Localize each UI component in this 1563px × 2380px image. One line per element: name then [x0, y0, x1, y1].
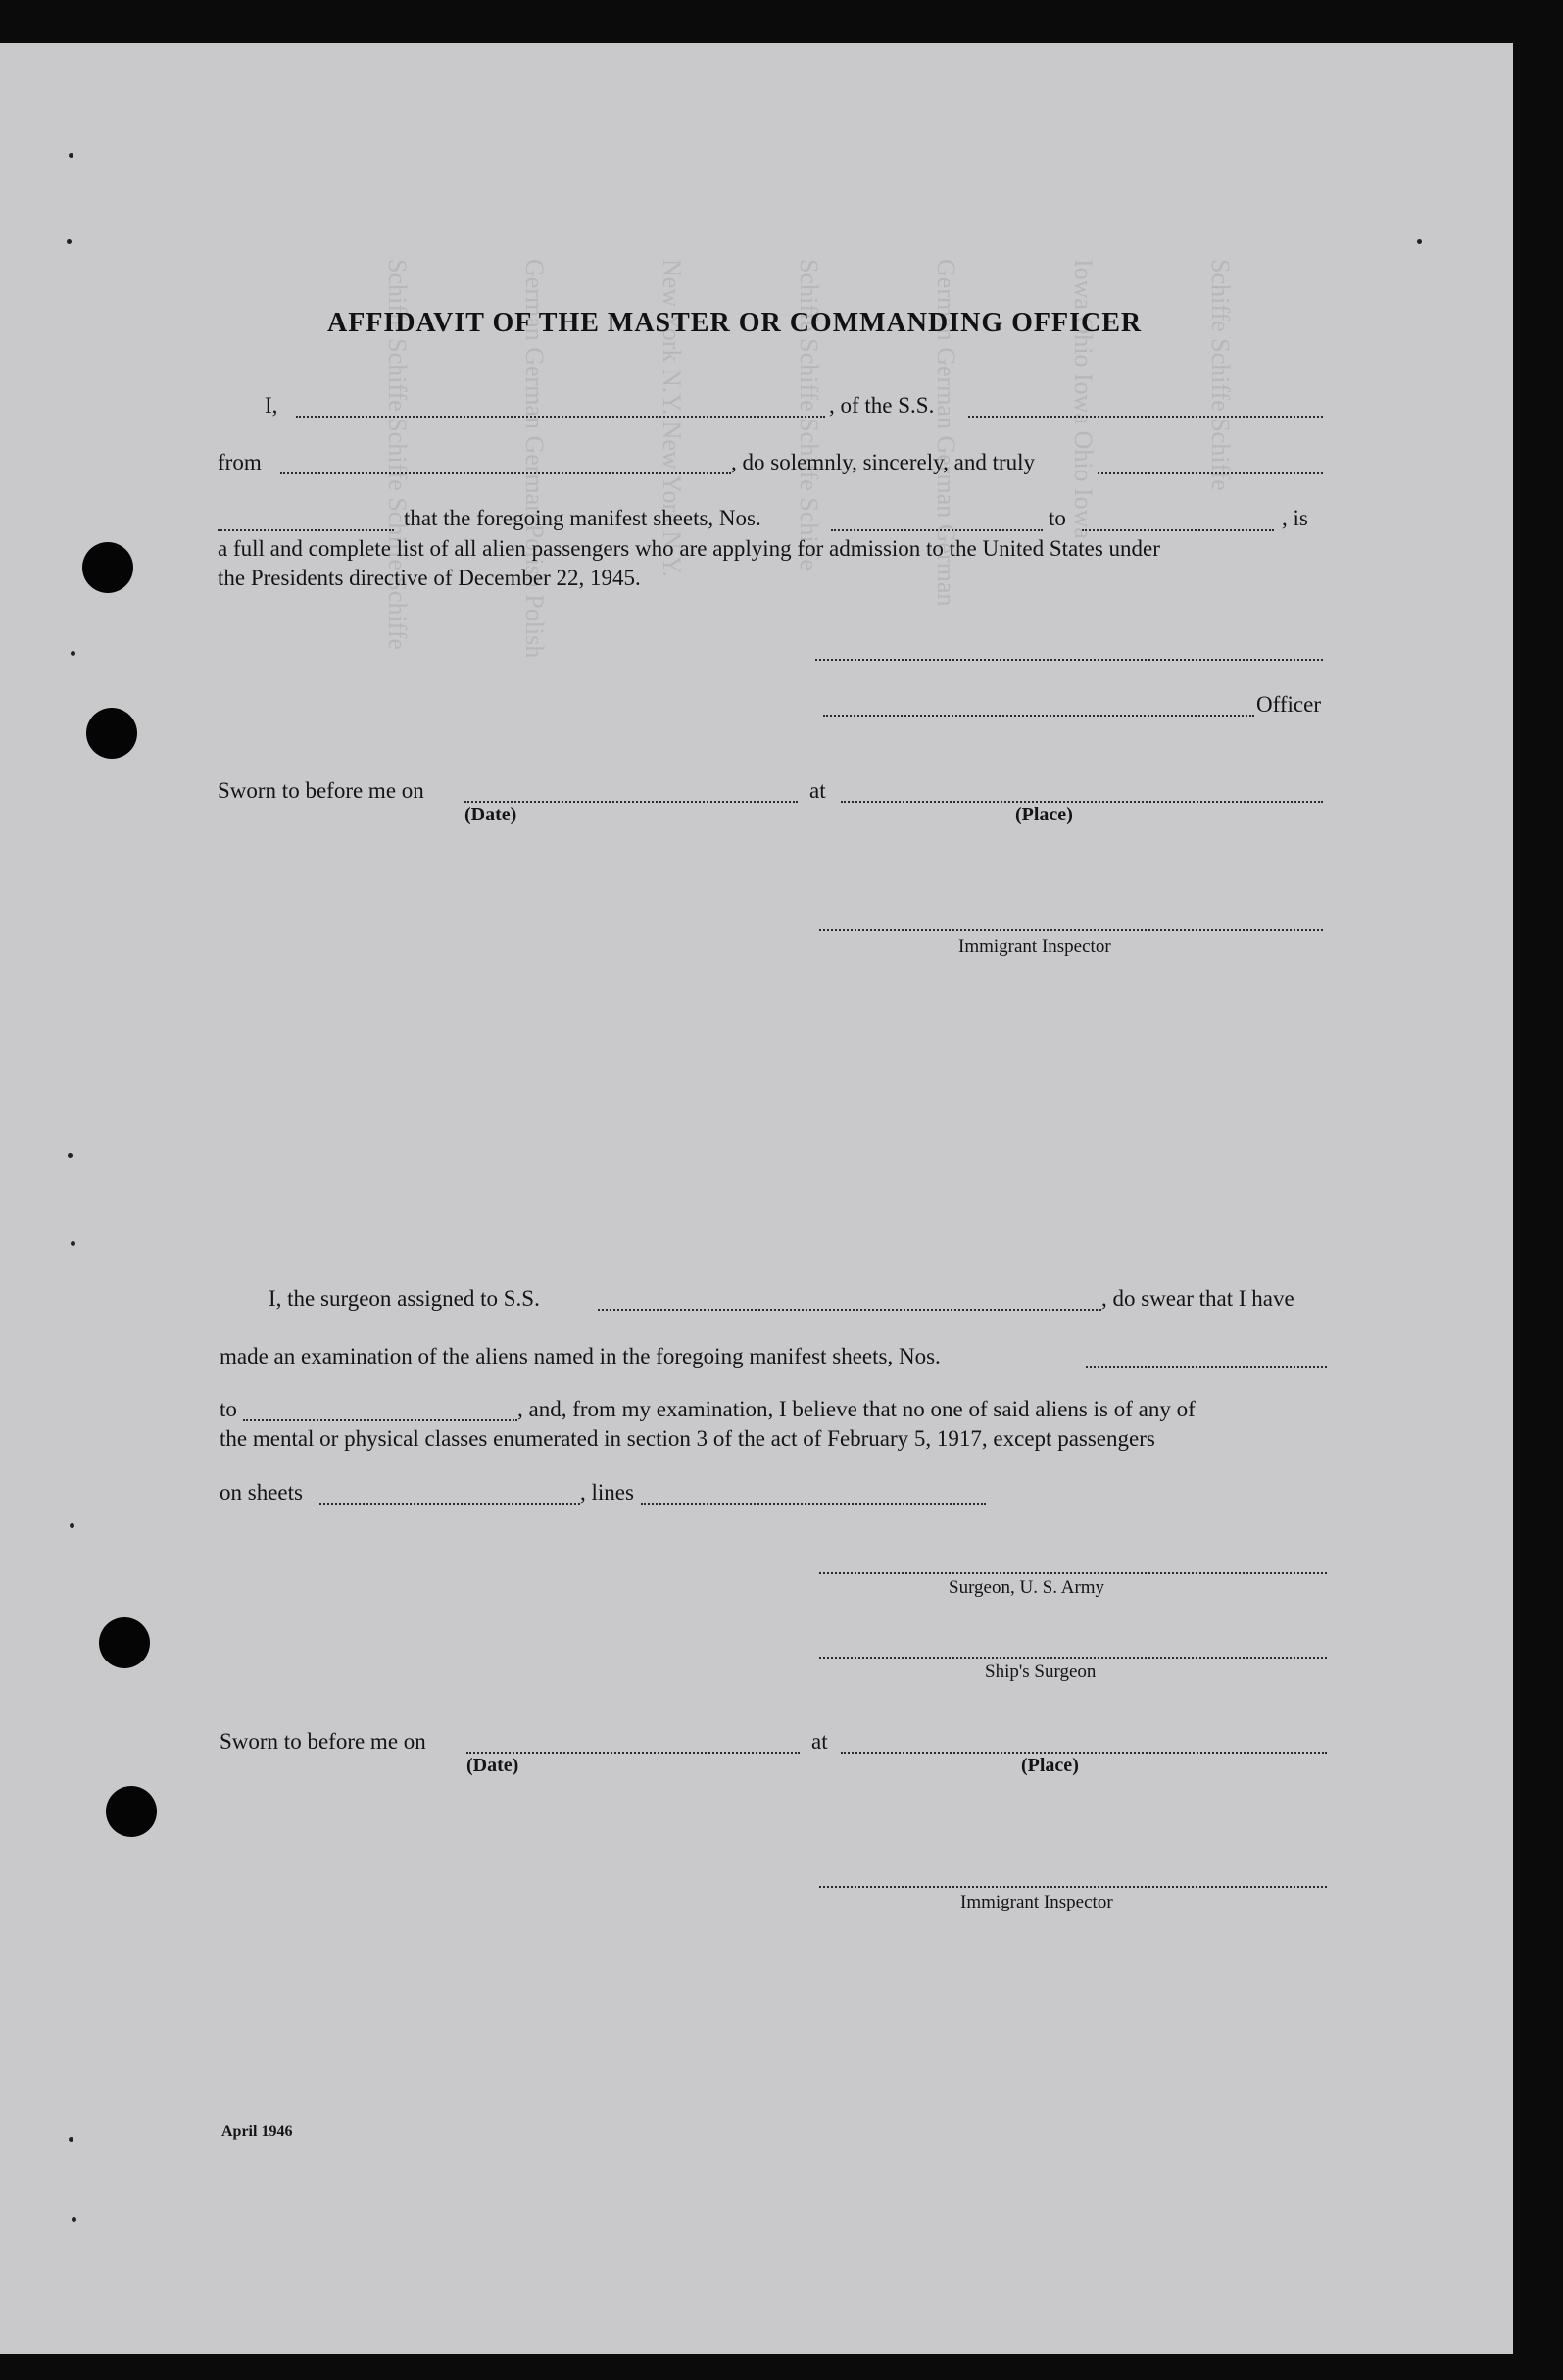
bleed-through: Schiffe Schiffe Schiffe Schiffe Schiffe	[383, 259, 412, 651]
officer-signature-line[interactable]	[823, 715, 1254, 717]
speck	[1417, 239, 1422, 244]
date-caption: (Date)	[464, 804, 517, 825]
excepted-sheets-field[interactable]	[319, 1503, 580, 1505]
surgeon-place-caption: (Place)	[1021, 1755, 1079, 1776]
master-signature-line[interactable]	[815, 659, 1323, 661]
sworn-label: Sworn to before me on	[218, 778, 424, 803]
punch-hole	[82, 542, 133, 593]
statement-line-3: the Presidents directive of December 22, 1945.	[218, 566, 641, 590]
bleed-through: New York N.Y. New York N.Y.	[658, 259, 686, 577]
surgeon-to-label: to	[220, 1397, 237, 1421]
sworn-date-field[interactable]	[464, 801, 798, 803]
punch-hole	[86, 708, 137, 759]
surgeon-sworn-date-field[interactable]	[466, 1752, 800, 1754]
sheet-to-field[interactable]	[1082, 529, 1274, 531]
surgeon-line-1-end: , do swear that I have	[1101, 1286, 1294, 1311]
affidavit-title: AFFIDAVIT OF THE MASTER OR COMMANDING OFFICER	[327, 308, 1143, 338]
surgeon-line-2: made an examination of the aliens named in the foregoing manifest sheets, Nos.	[220, 1344, 941, 1368]
excepted-lines-field[interactable]	[641, 1503, 986, 1505]
sheet-from-field[interactable]	[831, 529, 1043, 531]
place-caption: (Place)	[1015, 804, 1073, 825]
bleed-through: Schiffe Schiffe Schiffe	[1206, 259, 1235, 491]
oath-field[interactable]	[218, 529, 394, 531]
to-label: to	[1049, 506, 1066, 530]
punch-hole	[106, 1786, 157, 1837]
is-text: , is	[1282, 506, 1308, 530]
surgeon-sheet-to-field[interactable]	[243, 1419, 517, 1421]
ship-surgeon-signature-line[interactable]	[819, 1657, 1327, 1659]
surgeon-inspector-signature-line[interactable]	[819, 1886, 1327, 1888]
statement-line-2: a full and complete list of all alien passengers who are applying for admission to the United States under	[218, 536, 1160, 561]
ship-name-field[interactable]	[968, 416, 1323, 418]
bleed-through: German German German Polish Polish	[520, 259, 549, 659]
surgeon-line-3-end: , and, from my examination, I believe that no one of said aliens is of any of	[517, 1397, 1196, 1421]
document-page	[0, 43, 1513, 2354]
speck	[72, 2217, 76, 2222]
surgeon-line-1: I, the surgeon assigned to S.S.	[269, 1286, 540, 1311]
speck	[69, 153, 73, 158]
army-surgeon-caption: Surgeon, U. S. Army	[949, 1577, 1105, 1598]
sworn-place-field[interactable]	[841, 801, 1323, 803]
officer-label: Officer	[1256, 692, 1321, 717]
speck	[69, 2137, 73, 2142]
bleed-through: German German German German	[932, 259, 960, 607]
of-ss-label: , of the S.S.	[829, 393, 935, 418]
bleed-through: Schiffe Schiffe Schiffe Schiffe	[795, 259, 823, 570]
bleed-through: Iowa Ohio Iowa Ohio Iowa	[1069, 259, 1098, 539]
ship-surgeon-caption: Ship's Surgeon	[985, 1661, 1097, 1682]
manifest-sheets-text: that the foregoing manifest sheets, Nos.	[404, 506, 761, 530]
speck	[70, 1523, 74, 1528]
form-date: April 1946	[221, 2123, 293, 2140]
speck	[71, 1241, 75, 1246]
surgeon-sheet-from-field[interactable]	[1086, 1366, 1327, 1368]
surgeon-line-4: the mental or physical classes enumerated in section 3 of the act of February 5, 1917, except passengers	[220, 1426, 1155, 1451]
inspector-caption: Immigrant Inspector	[958, 936, 1111, 957]
army-surgeon-signature-line[interactable]	[819, 1572, 1327, 1574]
speck	[68, 1153, 73, 1158]
at-label: at	[809, 778, 826, 803]
i-label: I,	[265, 393, 278, 418]
speck	[67, 239, 72, 244]
from-port-field[interactable]	[280, 472, 731, 474]
surgeon-date-caption: (Date)	[466, 1755, 519, 1776]
from-label: from	[218, 450, 262, 474]
surgeon-sworn-label: Sworn to before me on	[220, 1729, 426, 1754]
surgeon-inspector-caption: Immigrant Inspector	[960, 1892, 1113, 1912]
solemnly-text: , do solemnly, sincerely, and truly	[731, 450, 1036, 474]
master-name-field[interactable]	[296, 416, 825, 418]
swear-field[interactable]	[1098, 472, 1323, 474]
lines-label: , lines	[580, 1480, 634, 1505]
inspector-signature-line[interactable]	[819, 929, 1323, 931]
surgeon-ship-field[interactable]	[598, 1309, 1101, 1311]
surgeon-sworn-place-field[interactable]	[841, 1752, 1327, 1754]
speck	[71, 651, 75, 656]
surgeon-at-label: at	[811, 1729, 828, 1754]
on-sheets-label: on sheets	[220, 1480, 303, 1505]
punch-hole	[99, 1617, 150, 1668]
